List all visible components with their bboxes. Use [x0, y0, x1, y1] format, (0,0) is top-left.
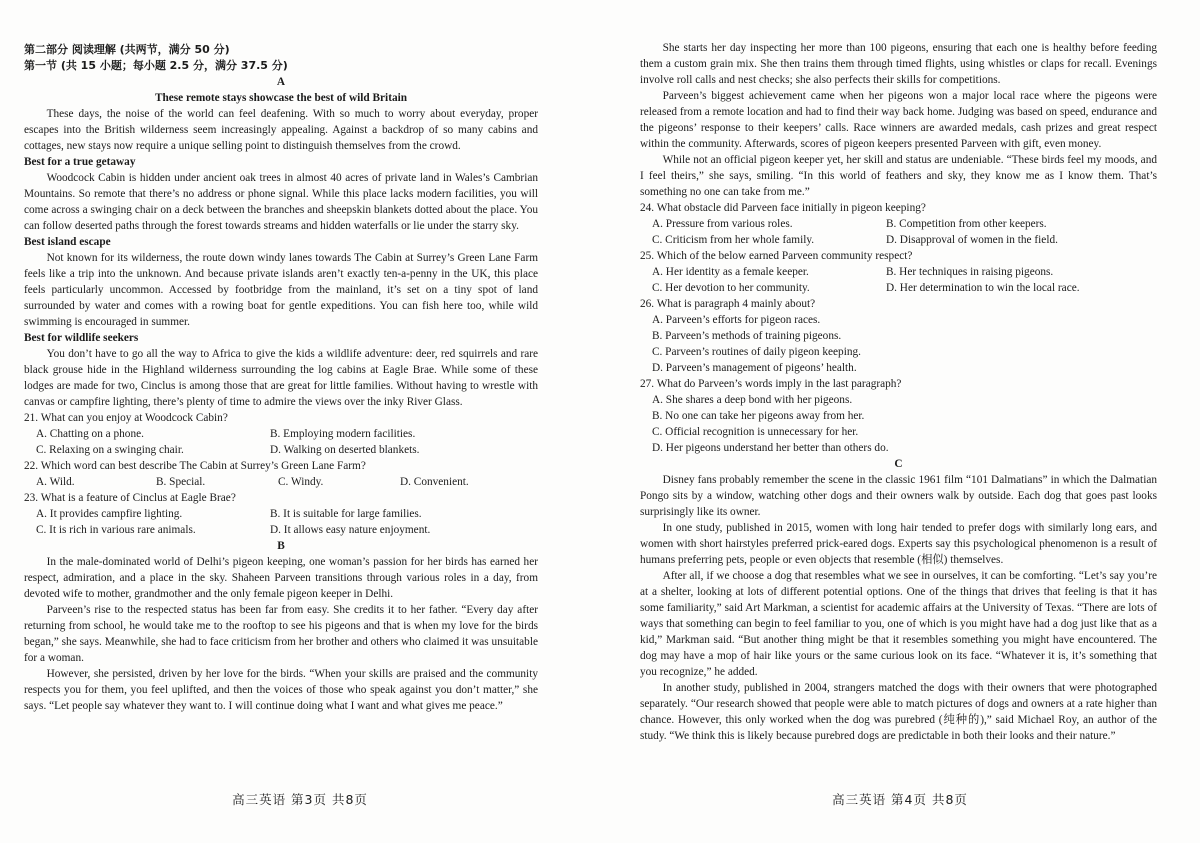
section-heading-getaway: Best for a true getaway: [24, 156, 136, 168]
question-24: 24. What obstacle did Parveen face initially in pigeon keeping?: [640, 202, 926, 214]
option: C. Her devotion to her community.: [652, 282, 810, 294]
section-text-island: Not known for its wilderness, the route down windy lanes towards The Cabin at Surrey’s Green Lane Farm feels like a trip into the unknown. And because private islands aren’t exactly ten-a-penny in the UK, this place feels particularly uncommon. Accessed by footbridge from the mainland, it’s set on a tiny spot of land surrounded by water and comes with a rowing boat for gentle expeditions. You can fish here too, while wild swimming is encouraged in summer.: [24, 252, 538, 328]
option: D. Her pigeons understand her better than others do.: [652, 442, 889, 454]
question-25: 25. Which of the below earned Parveen community respect?: [640, 250, 913, 262]
option: D. Disapproval of women in the field.: [886, 234, 1058, 246]
option: D. It allows easy nature enjoyment.: [270, 524, 431, 536]
option: A. It provides campfire lighting.: [36, 508, 183, 520]
option: D. Parveen’s management of pigeons’ health.: [652, 362, 857, 374]
left-column: [24, 42, 538, 714]
option: A. Her identity as a female keeper.: [652, 266, 809, 278]
passage-b-paragraph: In the male-dominated world of Delhi’s pigeon keeping, one woman’s passion for her birds has earned her respect, admiration, and a place in the sky. Shaheen Parveen transitions through various roles in a day, from devoted wife to mother, grandmother and the only female pigeon keeper in Delhi.: [24, 556, 538, 600]
page-footer-left: 高三英语 第3页 共8页: [232, 792, 368, 807]
option: B. Competition from other keepers.: [886, 218, 1047, 230]
option: D. Walking on deserted blankets.: [270, 444, 420, 456]
option: B. Her techniques in raising pigeons.: [886, 266, 1054, 278]
option: A. Wild.: [36, 476, 75, 488]
passage-b-paragraph: Parveen’s biggest achievement came when her pigeons won a major local race where the pigeons were released from a remote location and had to find their way back home. Judging was based on speed, endurance and the pigeons’ response to their keepers’ calls. Race winners are awarded medals, cash prizes and great respect within the community. Afterwards, scores of pigeon keepers presented Parveen with gift, even money.: [640, 90, 1157, 150]
right-page: [600, 0, 1200, 843]
question-26-options: [640, 312, 1157, 376]
option: C. Parveen’s routines of daily pigeon keeping.: [652, 346, 861, 358]
passage-c-letter: C: [894, 458, 903, 470]
passage-a-letter: A: [276, 76, 286, 88]
option: B. Special.: [156, 476, 206, 488]
passage-c-paragraph: After all, if we choose a dog that resembles what we see in ourselves, it can be comforting. “Let’s say you’re at a shelter, looking at lots of different potential options. One of the things that drives that feeling is that it has some familiarity,” said Art Markman, a scientist for academic affairs at the University of Texas. “There are lots of ways that something can begin to feel familiar to you, one of which is you might have had a dog just like that as a kid,” Markman said. “But another thing might be that it resembles something you might have encountered. The dog may have a mop of hair like yours or the same curious look on its face. “Whatever it is, it’s something that you recognize,” he added.: [640, 570, 1157, 678]
section-text-wildlife: You don’t have to go all the way to Africa to give the kids a wildlife adventure: deer, red squirrels and rare black grouse hide in the Highland wilderness surrounding the log cabins at Eagle Brae. While some of these lodges are made for two, Cinclus is among those that are great for little families. Without having to wrestle with canvas or campfire lighting, there’s plenty of time to admire the views over the inky River Glass.: [24, 348, 538, 408]
option: C. Relaxing on a swinging chair.: [36, 444, 184, 456]
option: A. Pressure from various roles.: [652, 218, 793, 230]
passage-b-letter: B: [277, 540, 285, 552]
option: A. Parveen’s efforts for pigeon races.: [652, 314, 821, 326]
option: C. Windy.: [278, 476, 324, 488]
passage-c-paragraph: In one study, published in 2015, women with long hair tended to prefer dogs with similarly long ears, and women with short hairstyles preferred prick-eared dogs. Experts say this psychological phenomenon is a result of humans preferring pets, people or even objects that resemble (相似) themselves.: [640, 522, 1157, 566]
option: D. Her determination to win the local race.: [886, 282, 1080, 294]
section-heading-wildlife: Best for wildlife seekers: [24, 332, 139, 344]
option: C. Official recognition is unnecessary for her.: [652, 426, 859, 438]
section-heading: 第一节 (共 15 小题；每小题 2.5 分，满分 37.5 分): [24, 59, 288, 72]
question-25-options: [652, 264, 1157, 296]
question-21: 21. What can you enjoy at Woodcock Cabin?: [24, 412, 228, 424]
option: A. Chatting on a phone.: [36, 428, 144, 440]
passage-b-paragraph: However, she persisted, driven by her love for the birds. “When your skills are praised and the community respects you for them, you feel uplifted, and then the voices of those who speak against you don’t matter,” she says. “Let people say whatever they want to. I will continue doing what I want and what gives me peace.”: [24, 668, 538, 712]
passage-b-paragraph: She starts her day inspecting her more than 100 pigeons, ensuring that each one is healthy before feeding them a custom grain mix. She then trains them through timed flights, using whistles or claps for recall. Evenings involve roll calls and nest checks; she also perfects their skills for competitions.: [640, 42, 1157, 86]
question-24-options: [652, 216, 1157, 248]
question-21-options: [36, 426, 538, 458]
question-23-options: [36, 506, 538, 538]
option: D. Convenient.: [400, 476, 469, 488]
passage-a-intro: These days, the noise of the world can feel deafening. With so much to worry about everyday, proper escapes into the British wilderness seem increasingly appealing. Against a backdrop of so many cabins and cottages, new stays now require a unique selling point to distinguish themselves from the crowd.: [24, 108, 538, 152]
question-27: 27. What do Parveen’s words imply in the last paragraph?: [640, 378, 902, 390]
option: C. Criticism from her whole family.: [652, 234, 815, 246]
option: C. It is rich in various rare animals.: [36, 524, 196, 536]
passage-c-paragraph: In another study, published in 2004, strangers matched the dogs with their owners that were photographed separately. “Our research showed that people were able to match pictures of dogs and owners at a rate higher than chance. However, this only worked when the dog was purebred (纯种的),” said Michael Roy, an author of the study. “We think this is likely because purebred dogs are predictable in both their looks and their nature.”: [640, 682, 1157, 742]
option: B. No one can take her pigeons away from her.: [652, 410, 865, 422]
passage-c-paragraph: Disney fans probably remember the scene in the classic 1961 film “101 Dalmatians” in which the Dalmatian Pongo sits by a window, watching other dogs and their owners walk by outside. Each dog that goes past looks surprisingly like its owner.: [640, 474, 1157, 518]
right-column: [640, 40, 1157, 744]
option: B. Parveen’s methods of training pigeons.: [652, 330, 842, 342]
option: A. She shares a deep bond with her pigeons.: [652, 394, 853, 406]
section-heading-island: Best island escape: [24, 236, 111, 248]
passage-b-paragraph: Parveen’s rise to the respected status has been far from easy. She credits it to her father. “Every day after returning from school, he would take me to the rooftop to see his pigeons and that is when my love for the birds began,” she says. Meanwhile, she had to face criticism from her brother and others who claimed it was unsuitable for a woman.: [24, 604, 538, 664]
passage-b-paragraph: While not an official pigeon keeper yet, her skill and status are undeniable. “These birds feel my moods, and I feel theirs,” she says, smiling. “In this world of feathers and sky, they know me as I know them. That’s something no one can take from me.”: [640, 154, 1157, 198]
section-text-getaway: Woodcock Cabin is hidden under ancient oak trees in almost 40 acres of private land in Wales’s Cambrian Mountains. So remote that there’s no address or phone signal. While this place lacks modern facilities, you will come across a swinging chair on a deck between the branches and sheepskin blankets dotted about the place. You can follow deserted paths through the forest towards streams and hidden waterfalls or lie under the starry sky.: [24, 172, 538, 232]
question-27-options: [640, 392, 1157, 456]
page-footer-right: 高三英语 第4页 共8页: [832, 792, 968, 807]
option: B. It is suitable for large families.: [270, 508, 422, 520]
question-26: 26. What is paragraph 4 mainly about?: [640, 298, 816, 310]
question-22: 22. Which word can best describe The Cabin at Surrey’s Green Lane Farm?: [24, 460, 366, 472]
passage-a-title: These remote stays showcase the best of wild Britain: [154, 92, 408, 104]
part-heading: 第二部分 阅读理解 (共两节，满分 50 分): [24, 43, 230, 56]
question-23: 23. What is a feature of Cinclus at Eagle Brae?: [24, 492, 236, 504]
option: B. Employing modern facilities.: [270, 428, 416, 440]
question-22-options: [36, 474, 538, 490]
